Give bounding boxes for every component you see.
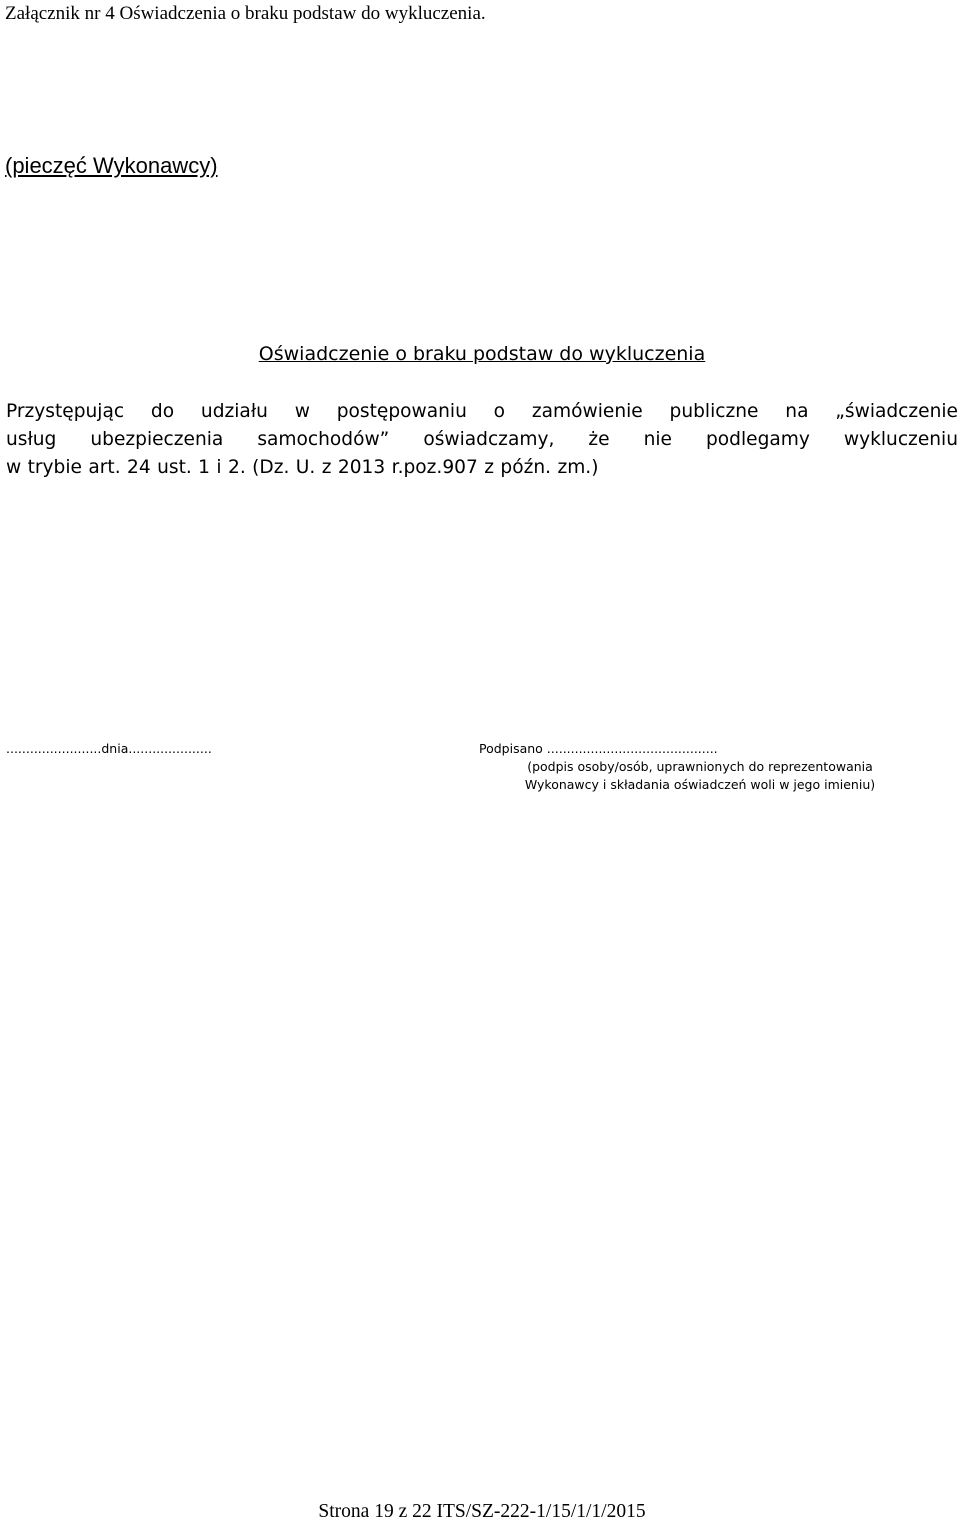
statement-line-2: usług ubezpieczenia samochodów” oświadczamy, że nie podlegamy wykluczeniu bbox=[6, 429, 958, 450]
contractor-stamp-label: (pieczęć Wykonawcy) bbox=[5, 153, 218, 178]
signature-note-line-2: Wykonawcy i składania oświadczeń woli w jego imieniu) bbox=[524, 777, 876, 792]
statement-line-1: Przystępując do udziału w postępowaniu o zamówienie publiczne na „świadczenie bbox=[6, 401, 958, 422]
statement-text bbox=[6, 398, 958, 482]
signature-note-line-1: (podpis osoby/osób, uprawnionych do reprezentowania bbox=[527, 759, 873, 774]
signature-note bbox=[500, 758, 900, 794]
annex-title: Załącznik nr 4 Oświadczenia o braku podstaw do wykluczenia. bbox=[5, 3, 486, 24]
page-footer: Strona 19 z 22 ITS/SZ-222-1/15/1/1/2015 bbox=[318, 1501, 646, 1522]
statement-line-3: w trybie art. 24 ust. 1 i 2. (Dz. U. z 2013 r.poz.907 z późn. zm.) bbox=[6, 457, 599, 478]
signed-field: Podpisano ........................................... bbox=[479, 741, 718, 756]
date-field: ........................dnia..................... bbox=[6, 741, 212, 756]
statement-title: Oświadczenie o braku podstaw do wykluczenia bbox=[258, 343, 706, 365]
